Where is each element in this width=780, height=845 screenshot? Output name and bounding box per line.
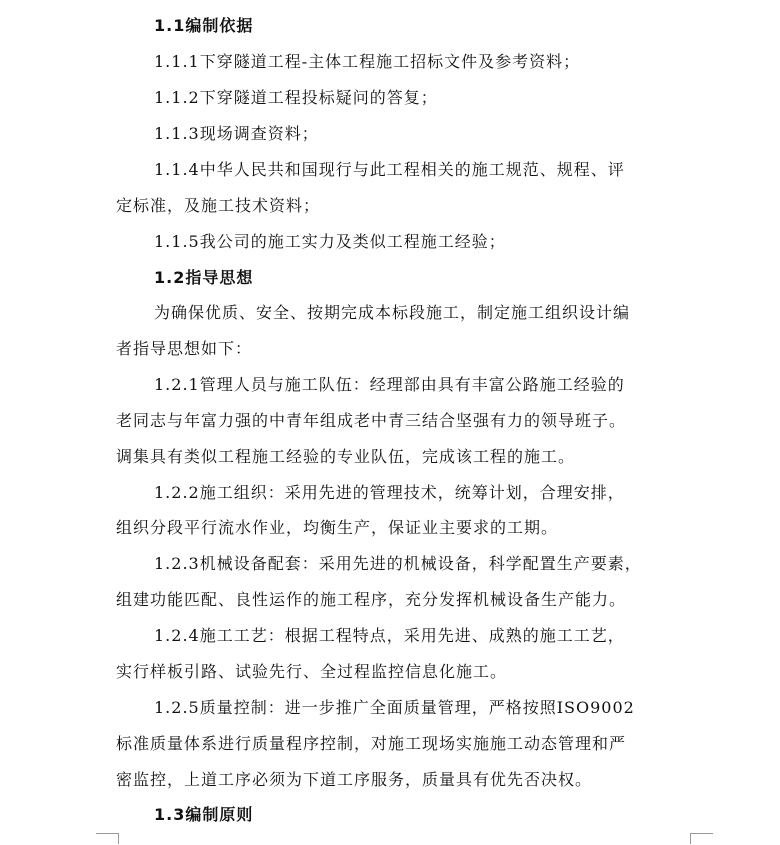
paragraph-line: 1.2.1管理人员与施工队伍：经理部由具有丰富公路施工经验的 bbox=[154, 375, 625, 394]
paragraph-line: 定标准，及施工技术资料； bbox=[116, 196, 321, 215]
paragraph-line: 1.1.3现场调查资料； bbox=[154, 124, 319, 143]
margin-corner-mark-left bbox=[96, 833, 119, 844]
paragraph-line: 组织分段平行流水作业，均衡生产，保证业主要求的工期。 bbox=[116, 518, 559, 537]
paragraph-line: 标准质量体系进行质量程序控制，对施工现场实施施工动态管理和严 bbox=[116, 734, 627, 753]
paragraph-line: 调集具有类似工程施工经验的专业队伍，完成该工程的施工。 bbox=[116, 447, 576, 466]
paragraph-line: 1.1.4中华人民共和国现行与此工程相关的施工规范、规程、评 bbox=[154, 160, 625, 179]
paragraph-line: 1.2.3机械设备配套：采用先进的机械设备，科学配置生产要素， bbox=[154, 554, 642, 573]
paragraph-line: 1.2.5质量控制：进一步推广全面质量管理，严格按照ISO9002 bbox=[154, 698, 635, 717]
paragraph-line: 1.1.5我公司的施工实力及类似工程施工经验； bbox=[154, 232, 506, 251]
paragraph-line: 组建功能匹配、良性运作的施工程序，充分发挥机械设备生产能力。 bbox=[116, 590, 627, 609]
margin-corner-mark-right bbox=[690, 833, 713, 844]
section-heading-1-3: 1.3编制原则 bbox=[154, 805, 254, 824]
paragraph-line: 1.2.4施工工艺：根据工程特点，采用先进、成熟的施工工艺， bbox=[154, 626, 625, 645]
paragraph-line: 密监控，上道工序必须为下道工序服务，质量具有优先否决权。 bbox=[116, 770, 593, 789]
paragraph-line: 为确保优质、安全、按期完成本标段施工，制定施工组织设计编 bbox=[154, 303, 631, 322]
paragraph-line: 者指导思想如下： bbox=[116, 339, 253, 358]
paragraph-line: 实行样板引路、试验先行、全过程监控信息化施工。 bbox=[116, 662, 508, 681]
paragraph-line: 1.1.1下穿隧道工程-主体工程施工招标文件及参考资料； bbox=[154, 52, 581, 71]
paragraph-line: 老同志与年富力强的中青年组成老中青三结合坚强有力的领导班子。 bbox=[116, 411, 627, 430]
section-heading-1-2: 1.2指导思想 bbox=[154, 268, 254, 287]
section-heading-1-1: 1.1编制依据 bbox=[154, 16, 254, 35]
paragraph-line: 1.1.2下穿隧道工程投标疑问的答复； bbox=[154, 88, 438, 107]
paragraph-line: 1.2.2施工组织：采用先进的管理技术，统筹计划，合理安排， bbox=[154, 483, 625, 502]
